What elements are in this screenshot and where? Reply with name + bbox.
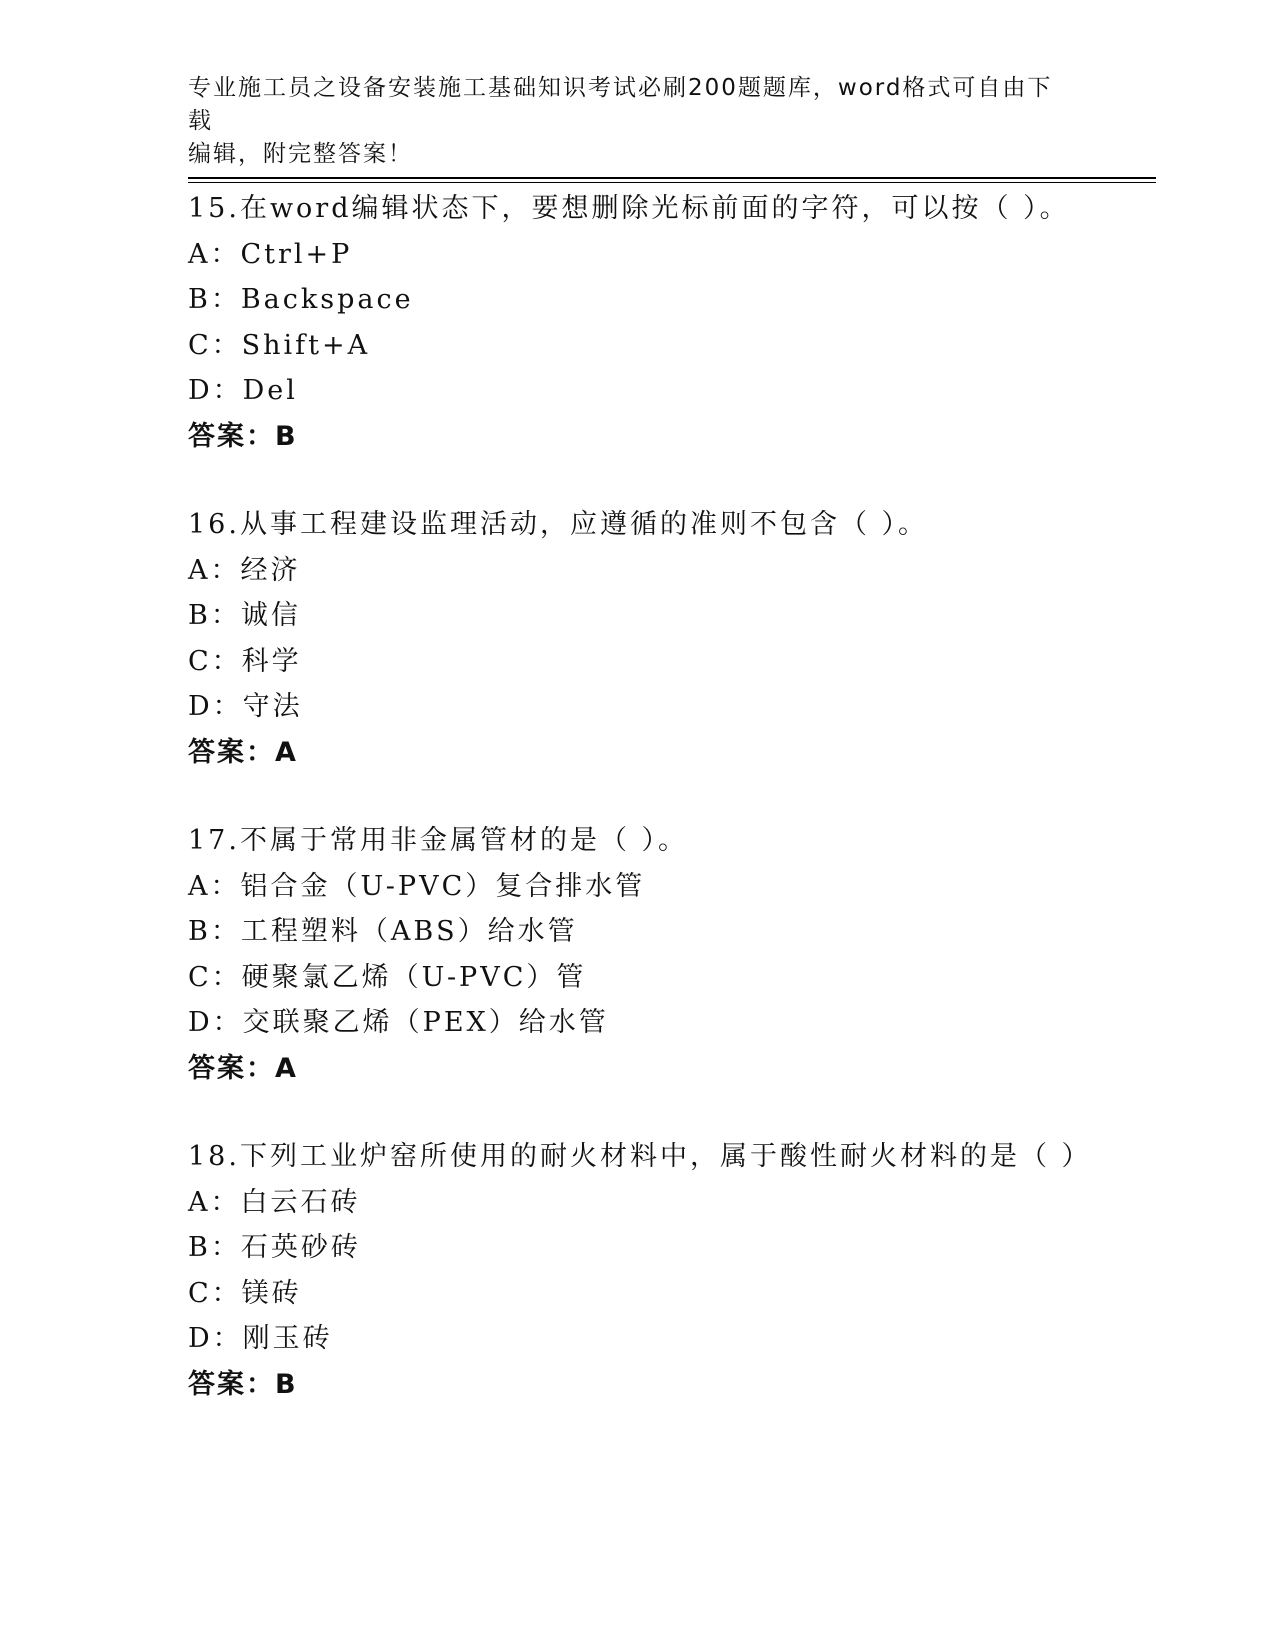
answer: 答案：B (188, 1368, 298, 1400)
question-stem: 15.在word编辑状态下，要想删除光标前面的字符，可以按（ ）。 (188, 193, 1070, 224)
answer: 答案：B (188, 420, 298, 452)
option-c: C：镁砖 (188, 1277, 302, 1309)
question-stem: 16.从事工程建设监理活动，应遵循的准则不包含（ ）。 (188, 509, 929, 540)
option-d: D：守法 (188, 691, 303, 722)
question-18 (188, 1134, 1188, 1407)
option-b: B：诚信 (188, 600, 301, 631)
question-stem: 18.下列工业炉窑所使用的耐火材料中，属于酸性耐火材料的是（ ） (188, 1141, 1092, 1172)
option-b: B：石英砂砖 (188, 1232, 361, 1263)
answer: 答案：A (188, 1052, 298, 1084)
option-b: B：Backspace (188, 284, 414, 315)
option-a: A：经济 (188, 554, 301, 586)
question-17 (188, 818, 1188, 1091)
option-a: A：铝合金（U-PVC）复合排水管 (188, 870, 646, 902)
option-d: D：Del (188, 375, 298, 406)
question-15 (188, 186, 1188, 459)
header-divider-thin (188, 182, 1156, 183)
question-16 (188, 502, 1188, 775)
option-a: A：白云石砖 (188, 1186, 361, 1218)
document-header (188, 72, 1068, 171)
option-d: D：刚玉砖 (188, 1323, 333, 1354)
header-divider-thick (188, 177, 1156, 179)
option-c: C：硬聚氯乙烯（U-PVC）管 (188, 961, 587, 993)
question-stem: 17.不属于常用非金属管材的是（ ）。 (188, 825, 689, 856)
option-b: B：工程塑料（ABS）给水管 (188, 916, 578, 947)
option-c: C：Shift+A (188, 329, 371, 361)
header-line-1: 专业施工员之设备安装施工基础知识考试必刷200题题库，word格式可自由下载 (188, 75, 1053, 134)
header-line-2: 编辑，附完整答案！ (188, 141, 413, 167)
option-a: A：Ctrl+P (188, 238, 353, 270)
option-c: C：科学 (188, 645, 302, 677)
answer: 答案：A (188, 736, 298, 768)
option-d: D：交联聚乙烯（PEX）给水管 (188, 1007, 609, 1038)
